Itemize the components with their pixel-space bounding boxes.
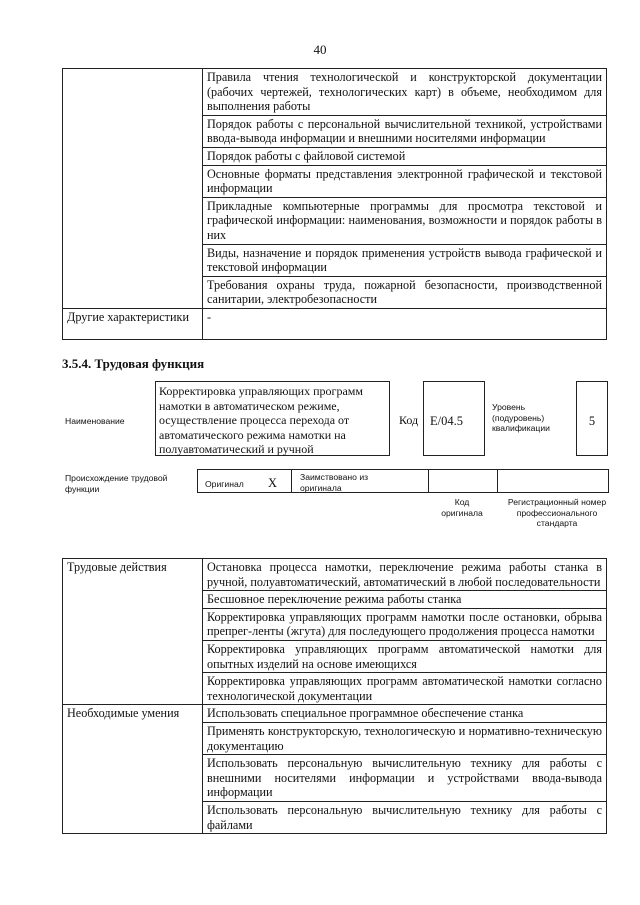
reg-number-caption: Регистрационный номер профессионального стандарта [507, 497, 607, 528]
page-number: 40 [313, 42, 327, 57]
qualification-level-label: Уровень (подуровень) квалификации [492, 402, 550, 433]
skill-item: Использовать специальное программное обеспечение станка [203, 705, 607, 723]
knowledge-item: Требования охраны труда, пожарной безопасности, производственной санитарии, электробезопасности [203, 276, 607, 308]
divider [428, 470, 429, 492]
knowledge-item: Виды, назначение и порядок применения устройств вывода графической и текстовой информации [203, 244, 607, 276]
knowledge-item: Порядок работы с персональной вычислительной техникой, устройствами ввода-вывода информации и внешними носителями информации [203, 115, 607, 147]
action-item: Корректировка управляющих программ автоматической намотки согласно технологической документации [203, 673, 607, 705]
function-name-box: Корректировка управляющих программ намотки в автоматическом режиме, осуществление процесса перехода от автоматического режима намотки на полуавтоматический и ручной [155, 381, 390, 456]
knowledge-item: Основные форматы представления электронной графической и текстовой информации [203, 165, 607, 197]
actions-skills-table [62, 558, 607, 834]
action-item: Бесшовное переключение режима работы станка [203, 591, 607, 609]
skill-item: Применять конструкторскую, технологическую и нормативно-техническую документацию [203, 722, 607, 754]
knowledge-table [62, 68, 607, 340]
action-item: Корректировка управляющих программ намотки после остановки, обрыва препрег-ленты (жгута) для последующего продолжения процесса намотки [203, 608, 607, 640]
code-label: Код [399, 413, 419, 427]
skill-item: Использовать персональную вычислительную технику для работы с файлами [203, 801, 607, 833]
knowledge-item: Правила чтения технологической и конструкторской документации (рабочих чертежей, технологических карт) в объеме, необходимом для выполнения работы [203, 69, 607, 116]
table-row [63, 705, 607, 723]
name-label: Наименование [65, 416, 125, 426]
action-item: Остановка процесса намотки, переключение режима работы станка в ручной, полуавтоматический, автоматический в любой последовательности [203, 559, 607, 591]
table-row [63, 69, 607, 116]
knowledge-label-cell [63, 69, 203, 309]
origin-label: Происхождение трудовой функции [65, 473, 168, 494]
skill-item: Использовать персональную вычислительную технику для работы с внешними носителями информации и устройствами ввода-вывода информации [203, 755, 607, 802]
actions-label: Трудовые действия [63, 559, 203, 705]
action-item: Корректировка управляющих программ автоматической намотки для опытных изделий на основе имеющихся [203, 640, 607, 672]
code-value-box: E/04.5 [423, 381, 485, 456]
original-mark: X [268, 476, 278, 490]
divider [291, 470, 292, 492]
table-row [63, 559, 607, 591]
table-row [63, 308, 607, 339]
origin-row-box [197, 469, 609, 493]
original-label: Оригинал [205, 479, 244, 489]
divider [497, 470, 498, 492]
knowledge-item: Прикладные компьютерные программы для просмотра текстовой и графической информации: наименования, возможности и порядок работы в них [203, 197, 607, 244]
section-heading: 3.5.4. Трудовая функция [62, 356, 205, 371]
code-original-caption: Код оригинала [441, 497, 483, 518]
other-characteristics-value: - [203, 308, 607, 339]
skills-label: Необходимые умения [63, 705, 203, 834]
other-characteristics-label: Другие характеристики [63, 308, 203, 339]
borrowed-label: Заимствовано из оригинала [300, 472, 369, 493]
qualification-level-box: 5 [576, 381, 608, 456]
knowledge-item: Порядок работы с файловой системой [203, 147, 607, 165]
